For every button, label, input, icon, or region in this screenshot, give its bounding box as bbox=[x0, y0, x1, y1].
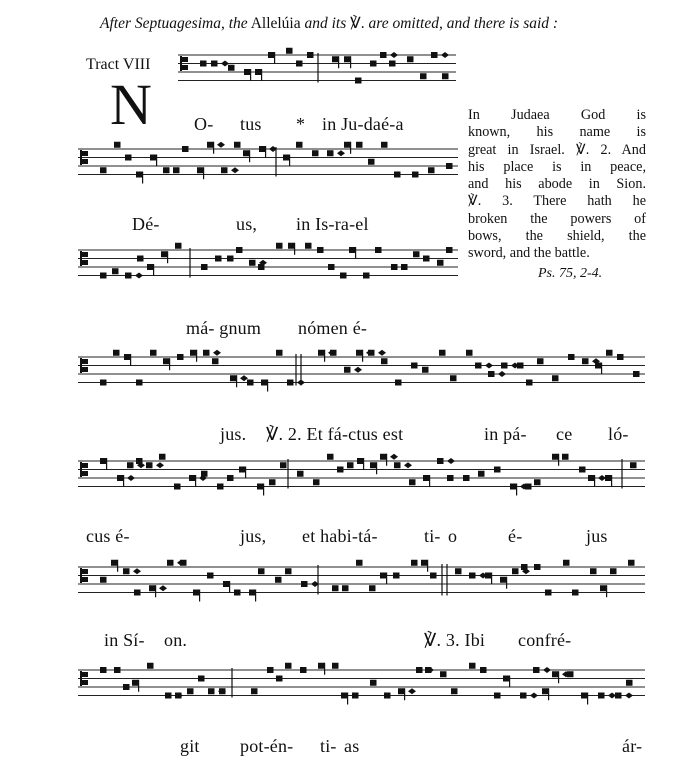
lyric-syllable: tus bbox=[240, 114, 262, 134]
lyric-syllable: ti- bbox=[320, 736, 337, 756]
rubric-text-5: are omitted, and there is said : bbox=[368, 15, 559, 32]
staff-3 bbox=[78, 243, 458, 279]
lyric-syllable: Dé- bbox=[132, 214, 160, 234]
rubric-versicle-sign: ℣. bbox=[350, 15, 365, 32]
lyric-syllable: us, bbox=[236, 214, 258, 234]
lyric-syllable: et habi-tá- bbox=[302, 526, 378, 546]
lyric-syllable: confré- bbox=[518, 630, 572, 650]
asterisk-mark: * bbox=[296, 114, 306, 134]
lyric-syllable: in pá- bbox=[484, 424, 527, 444]
translation-line: his place is in peace, bbox=[468, 158, 646, 175]
lyric-syllable: in Sí- bbox=[104, 630, 145, 650]
lyric-syllable: on. bbox=[164, 630, 188, 650]
lyric-syllable: jus. bbox=[220, 424, 247, 444]
translation-line: known, his name is bbox=[468, 124, 646, 141]
lyric-syllable: cus é- bbox=[86, 526, 130, 546]
translation-line: bows, the shield, the bbox=[468, 228, 646, 245]
lyric-syllable: é- bbox=[508, 526, 523, 546]
lyric-syllable: git bbox=[180, 736, 200, 756]
translation-line: sword, and the battle. bbox=[468, 245, 590, 262]
staff-6 bbox=[78, 560, 645, 602]
lyric-syllable: ℣. 3. Ibi bbox=[424, 630, 486, 650]
translation-line: great in Israel. ℣. 2. And bbox=[468, 141, 646, 158]
staff-2 bbox=[78, 142, 458, 184]
lyric-syllable: nómen é- bbox=[298, 318, 368, 338]
translation-line: In Judaea God is bbox=[468, 107, 646, 123]
lyric-syllable: ti- bbox=[424, 526, 441, 546]
rubric-text-1: After Septuagesima, the bbox=[100, 15, 248, 32]
rubric-text-2: Allelúia bbox=[250, 15, 301, 32]
lyric-syllable: o bbox=[448, 526, 458, 546]
lyric-syllable: pot-én- bbox=[240, 736, 294, 756]
lyric-syllable: in Ju-daé-a bbox=[322, 114, 404, 134]
lyric-syllable: as bbox=[344, 736, 360, 756]
lyric-syllable: jus bbox=[586, 526, 608, 546]
translation-line: ℣. 3. There hath he bbox=[468, 193, 646, 210]
translation-line: and his abode in Sion. bbox=[468, 176, 646, 193]
lyric-syllable: ár- bbox=[622, 736, 643, 756]
staff-1 bbox=[178, 48, 456, 84]
initial-letter: N bbox=[110, 72, 152, 137]
translation-line: broken the powers of bbox=[468, 210, 646, 227]
chant-title: Tract VIII bbox=[86, 56, 151, 73]
lyric-syllable: in Is-ra-el bbox=[296, 214, 369, 234]
lyric-syllable: má- gnum bbox=[186, 318, 262, 338]
lyric-syllable: jus, bbox=[240, 526, 267, 546]
staff-5 bbox=[78, 454, 645, 496]
lyric-syllable: ce bbox=[556, 424, 573, 444]
lyric-syllable: ℣. 2. Et fá-ctus est bbox=[266, 424, 404, 444]
rubric-text-3: and its bbox=[304, 15, 347, 32]
lyric-syllable: O- bbox=[194, 114, 214, 134]
translation-text bbox=[468, 107, 646, 263]
lyric-syllable: ló- bbox=[608, 424, 629, 444]
staff-4 bbox=[78, 350, 645, 392]
staff-7 bbox=[78, 663, 645, 705]
psalm-reference: Ps. 75, 2-4. bbox=[538, 266, 603, 281]
